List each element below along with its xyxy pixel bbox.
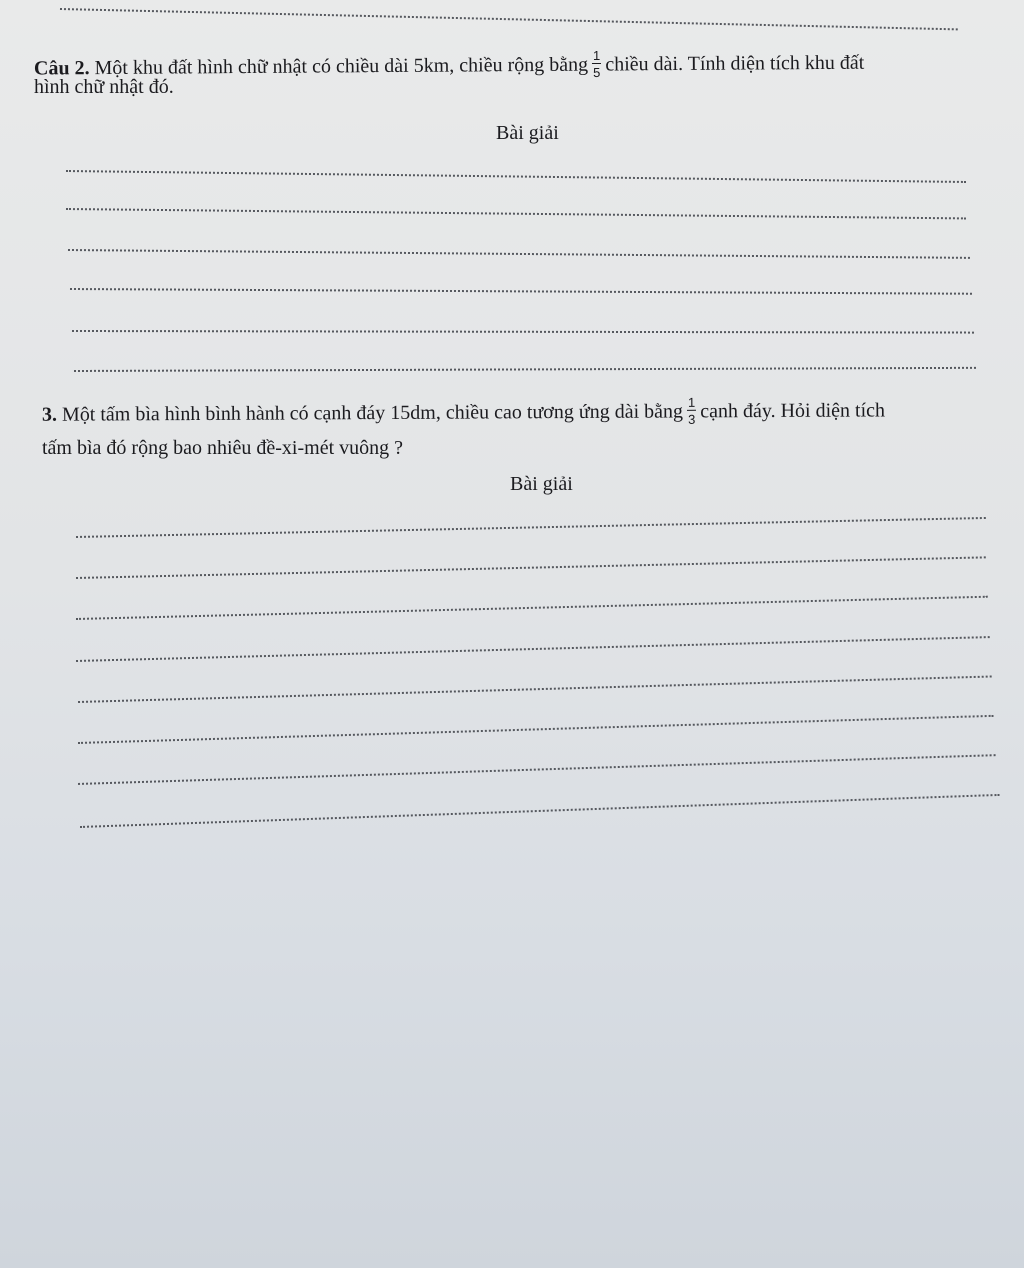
fraction-one-fifth: $\frac{1}{5}$ — [592, 47, 601, 80]
answer-line — [70, 288, 972, 295]
answer-line — [68, 249, 970, 259]
question-3-line-2: tấm bìa đó rộng bao nhiêu đề-xi-mét vuông ? — [42, 437, 404, 459]
fraction-one-third: $\frac{1}{3}$ — [687, 394, 696, 427]
answer-line — [76, 517, 986, 538]
answer-line — [76, 556, 986, 579]
answer-line — [76, 636, 990, 662]
answer-line — [78, 675, 992, 703]
question-2-text-end: chiều dài. Tính diện tích khu đất — [605, 51, 865, 76]
answer-line — [74, 367, 976, 372]
answer-line — [78, 715, 994, 744]
answer-line — [66, 170, 966, 183]
answer-line — [76, 596, 988, 620]
question-2-text: Một khu đất hình chữ nhật có chiều dài 5km, chiều rộng bằng — [94, 53, 589, 80]
answer-line — [78, 754, 996, 785]
question-3-text: Một tấm bìa hình bình hành có cạnh đáy 15dm, chiều cao tương ứng dài bằng — [61, 400, 684, 426]
answer-line — [72, 330, 974, 334]
solution-heading-3: Bài giải — [510, 473, 573, 495]
question-3-label: 3. — [41, 403, 58, 426]
question-2-line-2: hình chữ nhật đó. — [34, 76, 174, 98]
question-2-label: Câu 2. — [33, 57, 90, 80]
answer-line — [66, 208, 966, 219]
answer-line — [60, 8, 958, 30]
solution-heading-2: Bài giải — [496, 122, 559, 144]
question-3-line-1 — [41, 394, 886, 431]
question-3-text-end: cạnh đáy. Hỏi diện tích — [700, 399, 886, 423]
answer-line — [80, 794, 1000, 828]
